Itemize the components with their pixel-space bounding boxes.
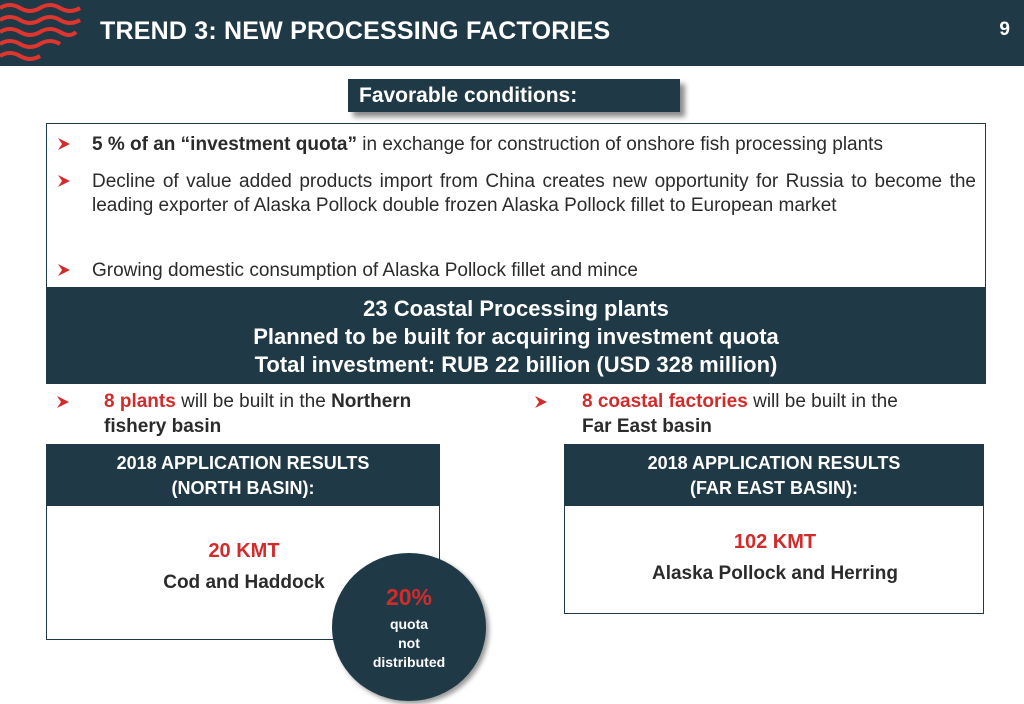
banner-line-3: Total investment: RUB 22 billion (USD 328 million)	[254, 352, 778, 377]
arrow-bullet-icon	[57, 174, 71, 188]
quota-percent: 20%	[385, 584, 433, 610]
condition-item	[92, 133, 976, 157]
slide-header	[0, 0, 1024, 66]
far-east-highlight: 8 coastal factories	[582, 391, 748, 412]
arrow-bullet-icon	[534, 395, 548, 409]
condition-text: in exchange for construction of onshore fish processing plants	[356, 134, 883, 155]
arrow-bullet-icon	[57, 137, 71, 151]
page-number: 9	[999, 19, 1010, 40]
banner-line-1: 23 Coastal Processing plants	[363, 296, 669, 321]
condition-item	[92, 259, 976, 283]
north-region: Northern	[331, 391, 412, 412]
far-east-results-title-2: (FAR EAST BASIN):	[690, 478, 858, 498]
slide-title: TREND 3: NEW PROCESSING FACTORIES	[100, 17, 611, 45]
far-east-results-title-1: 2018 APPLICATION RESULTS	[647, 453, 901, 473]
north-results-title-1: 2018 APPLICATION RESULTS	[116, 453, 370, 473]
favorable-conditions-label: Favorable conditions:	[348, 79, 680, 112]
north-basin-note	[104, 389, 464, 439]
far-east-results-card	[564, 506, 984, 614]
far-east-basin-note	[582, 389, 962, 439]
far-east-kmt-value: 102 KMT	[733, 531, 817, 553]
condition-text: Decline of value added products import from China creates new opportunity for Russia to become the leading exporter of Alaska Pollock double frozen Alaska Pollock fillet to European market	[92, 171, 976, 216]
north-species: Cod and Haddock	[163, 572, 325, 593]
north-kmt-value: 20 KMT	[208, 540, 280, 562]
wave-lines-logo-icon	[0, 0, 86, 66]
north-text-mid: will be built in the	[175, 391, 332, 412]
far-east-species: Alaska Pollock and Herring	[651, 563, 899, 584]
arrow-bullet-icon	[57, 263, 71, 277]
condition-bold: 5 % of an “investment quota”	[92, 134, 357, 155]
far-east-results-header	[564, 444, 984, 506]
north-highlight: 8 plants	[104, 391, 176, 412]
north-results-title-2: (NORTH BASIN):	[171, 478, 315, 498]
quota-caption	[332, 615, 486, 672]
arrow-bullet-icon	[56, 395, 70, 409]
far-east-region: Far East basin	[582, 416, 712, 437]
quota-not-distributed-badge	[332, 553, 486, 701]
quota-caption-line-2: not	[398, 635, 420, 651]
far-east-text-mid: will be built in the	[747, 391, 898, 412]
investment-banner	[46, 287, 986, 384]
quota-caption-line-3: distributed	[372, 654, 446, 670]
north-text-end: fishery basin	[104, 416, 222, 437]
north-results-header	[46, 444, 440, 506]
condition-item	[92, 170, 976, 218]
quota-caption-line-1: quota	[389, 616, 429, 632]
condition-text: Growing domestic consumption of Alaska Pollock fillet and mince	[92, 260, 638, 281]
banner-line-2: Planned to be built for acquiring investment quota	[253, 324, 779, 349]
conditions-box	[46, 123, 986, 287]
